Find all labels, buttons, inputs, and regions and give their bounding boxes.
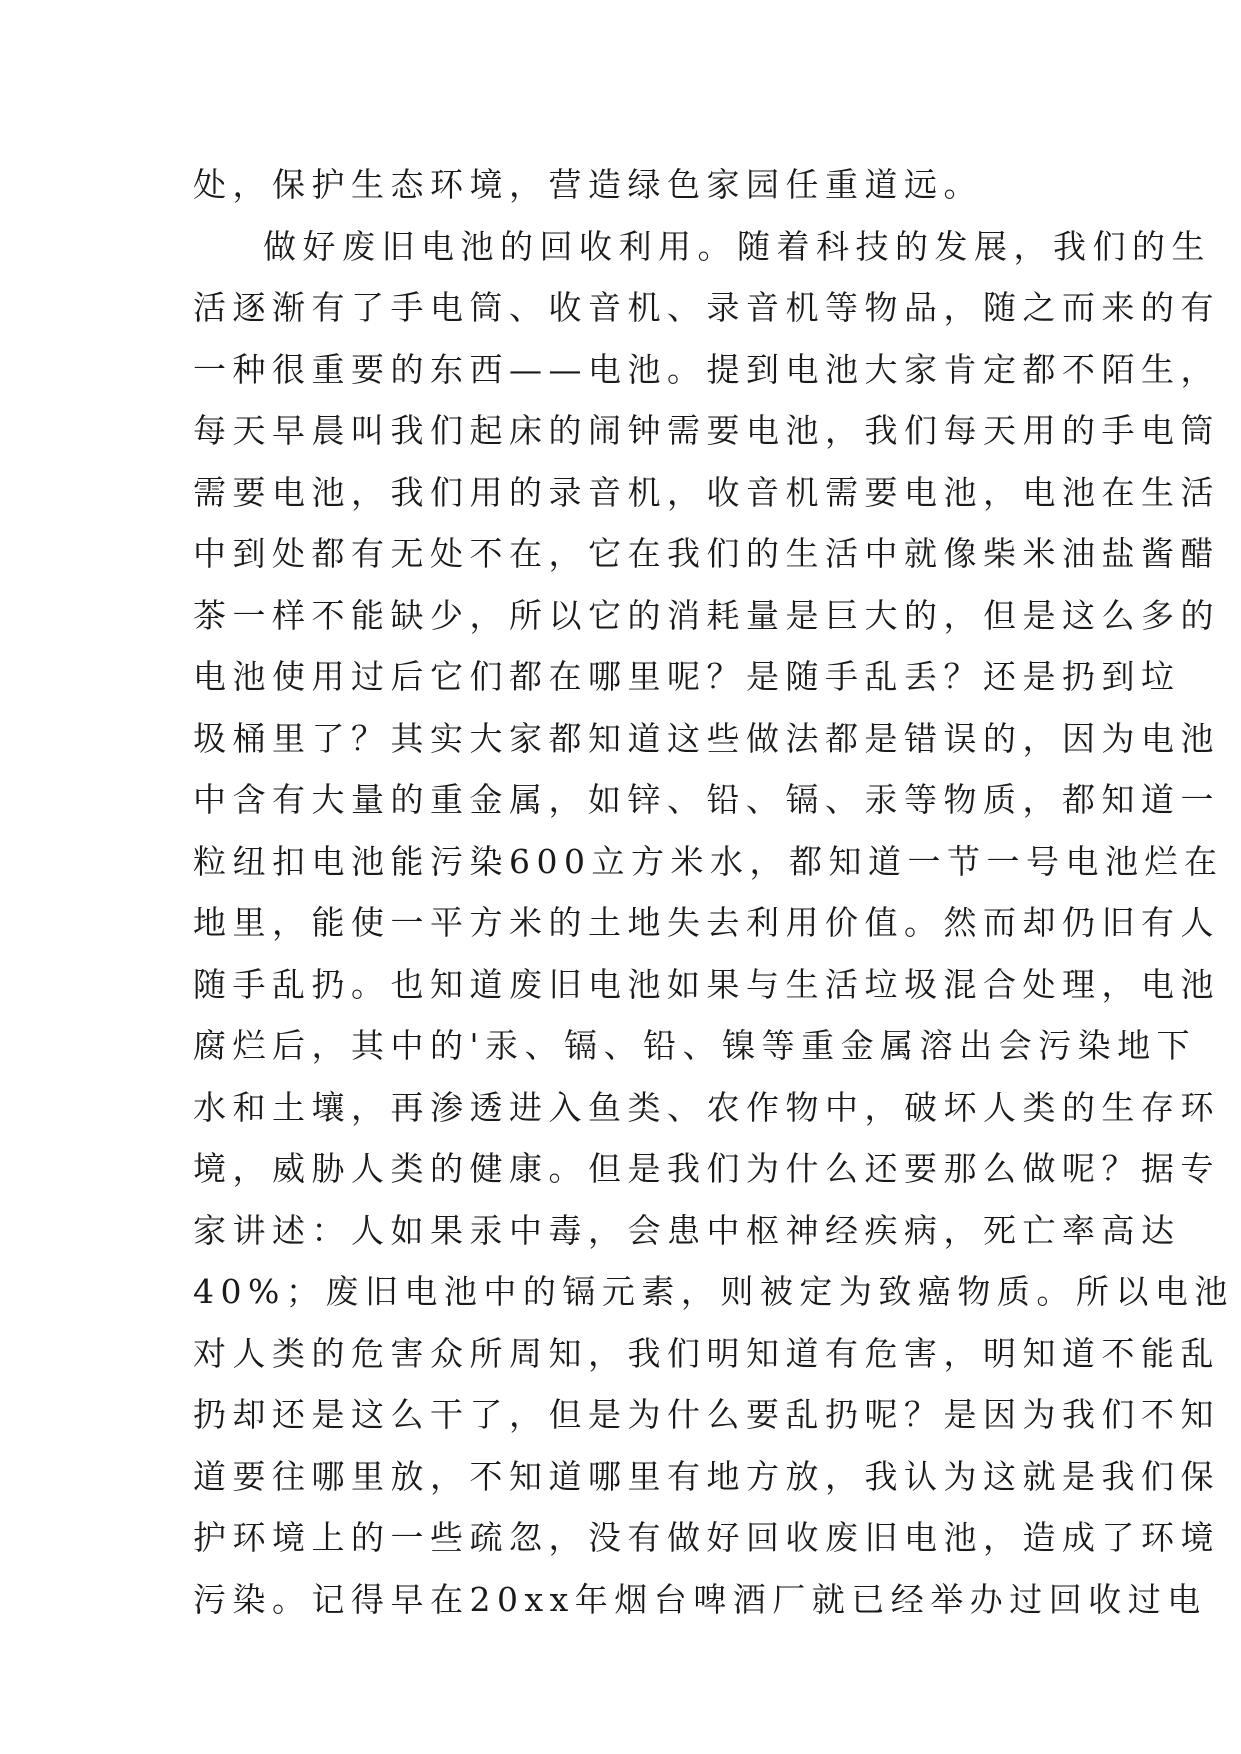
text-line: 中到处都有无处不在，它在我们的生活中就像柴米油盐酱醋	[193, 534, 1220, 573]
text-line: 中含有大量的重金属，如锌、铅、镉、汞等物质，都知道一	[193, 780, 1220, 819]
text-line: 40%；废旧电池中的镉元素，则被定为致癌物质。所以电池	[193, 1272, 1234, 1311]
text-line: 地里，能使一平方米的土地失去利用价值。然而却仍旧有人	[193, 903, 1220, 942]
text-line: 道要往哪里放，不知道哪里有地方放，我认为这就是我们保	[193, 1456, 1220, 1496]
text-line: 粒纽扣电池能污染600立方米水，都知道一节一号电池烂在	[193, 841, 1224, 881]
text-line: 污染。记得早在20xx年烟台啤酒厂就已经举办过回收过电	[193, 1579, 1207, 1619]
text-line: 处，保护生态环境，营造绿色家园任重道远。	[193, 165, 983, 204]
body-text	[193, 154, 1234, 1630]
text-line: 水和土壤，再渗透进入鱼类、农作物中，破坏人类的生存环	[193, 1087, 1220, 1127]
text-line: 一种很重要的东西——电池。提到电池大家肯定都不陌生，	[193, 349, 1220, 389]
text-line: 活逐渐有了手电筒、收音机、录音机等物品，随之而来的有	[193, 288, 1220, 327]
text-line: 随手乱扔。也知道废旧电池如果与生活垃圾混合处理，电池	[193, 964, 1220, 1004]
text-line: 对人类的危害众所周知，我们明知道有危害，明知道不能乱	[193, 1333, 1220, 1373]
text-line: 腐烂后，其中的'汞、镉、铅、镍等重金属溶出会污染地下	[193, 1026, 1197, 1065]
text-line: 家讲述：人如果汞中毒，会患中枢神经疾病，死亡率高达	[193, 1210, 1181, 1250]
text-line: 电池使用过后它们都在哪里呢？是随手乱丢？还是扔到垃	[193, 657, 1181, 696]
text-line: 圾桶里了？其实大家都知道这些做法都是错误的，因为电池	[193, 718, 1220, 758]
text-line: 需要电池，我们用的录音机，收音机需要电池，电池在生活	[193, 472, 1220, 512]
text-line: 境，威胁人类的健康。但是我们为什么还要那么做呢？据专	[193, 1149, 1220, 1188]
text-line: 护环境上的一些疏忽，没有做好回收废旧电池，造成了环境	[193, 1518, 1220, 1557]
text-line: 每天早晨叫我们起床的闹钟需要电池，我们每天用的手电筒	[193, 411, 1220, 450]
text-line: 扔却还是这么干了，但是为什么要乱扔呢？是因为我们不知	[193, 1395, 1220, 1434]
paragraph-first-line: 做好废旧电池的回收利用。随着科技的发展，我们的生	[263, 226, 1211, 266]
text-line: 茶一样不能缺少，所以它的消耗量是巨大的，但是这么多的	[193, 595, 1220, 635]
